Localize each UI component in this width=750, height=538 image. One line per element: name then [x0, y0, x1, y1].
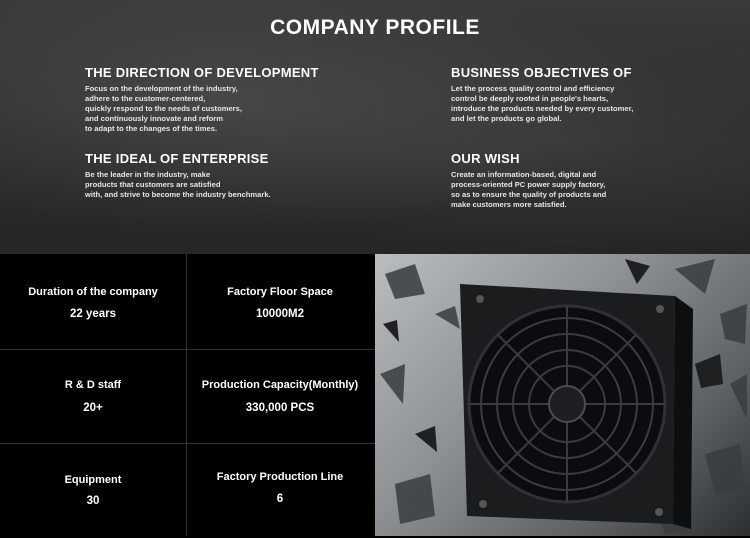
stat-label: R & D staff	[64, 379, 122, 391]
section-heading: BUSINESS OBJECTIVES OF	[451, 65, 632, 80]
power-supply-product-image	[375, 254, 750, 536]
stat-value: 330,000 PCS	[245, 402, 315, 414]
pc-power-supply-fan-icon	[375, 254, 750, 536]
section-heading: THE IDEAL OF ENTERPRISE	[85, 151, 269, 166]
section-text: Focus on the development of the industry, adhere to the customer-centered, quickly respond to the needs of customers, and continuously innovate and reform to adapt to the changes of the times.	[85, 84, 242, 133]
our-wish-block	[451, 151, 606, 210]
page-title: COMPANY PROFILE	[270, 16, 480, 39]
profile-header-panel	[0, 0, 750, 254]
stat-rd-staff	[0, 350, 186, 444]
stat-production-line	[187, 444, 373, 538]
stat-duration	[0, 254, 186, 348]
stat-value: 10000M2	[256, 308, 304, 320]
section-heading: OUR WISH	[451, 151, 520, 166]
section-text: Let the process quality control and efficiency control be deeply rooted in people's hearts, introduce the products needed by every customer, and let the products go global.	[451, 84, 634, 123]
stat-label: Duration of the company	[28, 286, 158, 298]
stat-label: Equipment	[64, 474, 122, 486]
section-text: Create an information-based, digital and process-oriented PC power supply factory, so as to ensure the quality of products and make customers more satisfied.	[451, 170, 607, 209]
stat-equipment	[0, 444, 186, 538]
business-objectives-block	[451, 65, 633, 124]
stat-value: 22 years	[69, 308, 117, 320]
stat-value: 6	[276, 493, 284, 505]
stat-value: 30	[86, 495, 100, 507]
stat-value: 20+	[83, 402, 103, 414]
section-text: Be the leader in the industry, make products that customers are satisfied with, and strive to become the industry benchmark.	[85, 170, 271, 199]
section-heading: THE DIRECTION OF DEVELOPMENT	[85, 65, 319, 80]
stat-floor-space	[187, 254, 373, 348]
stat-label: Production Capacity(Monthly)	[201, 379, 359, 391]
stat-label: Factory Floor Space	[227, 286, 333, 298]
ideal-of-enterprise-block	[85, 151, 271, 200]
stat-label: Factory Production Line	[216, 471, 344, 483]
direction-of-development-block	[85, 65, 319, 134]
stat-production-capacity	[187, 350, 373, 444]
stats-grid	[0, 254, 375, 536]
